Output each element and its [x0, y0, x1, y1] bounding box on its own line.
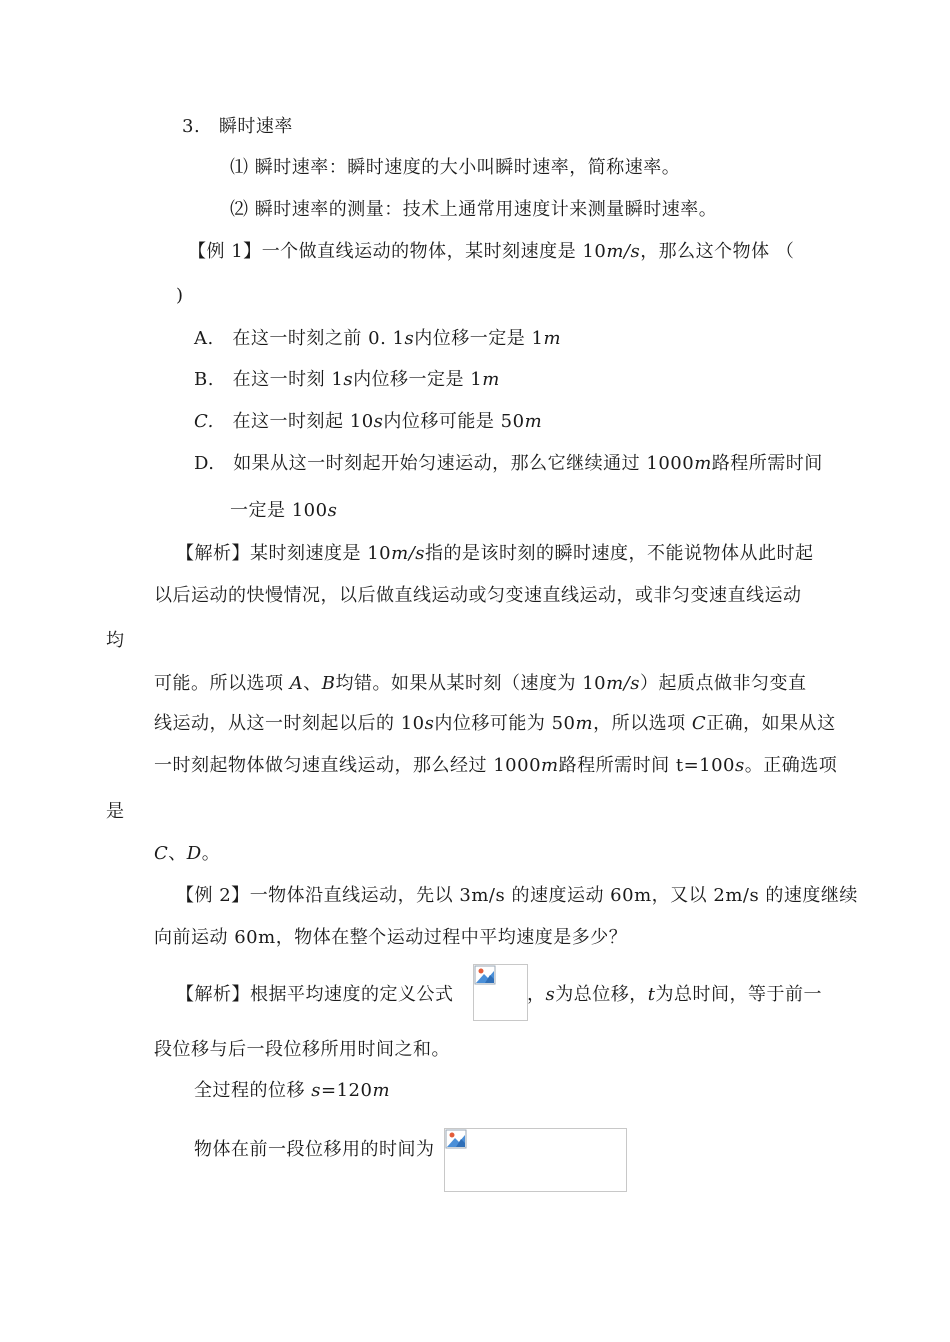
var-t: t: [647, 984, 656, 1005]
broken-image-icon: [445, 1129, 467, 1149]
option-text: 内位移可能是 50: [383, 411, 525, 432]
unit: s: [424, 713, 435, 734]
option-letter: C.: [194, 411, 214, 432]
section-heading: [182, 114, 293, 140]
option-ref: A: [289, 673, 304, 694]
option-d-cont: [230, 498, 337, 524]
analysis2-line2: 段位移与后一段位移所用时间之和。: [154, 1039, 450, 1060]
option-d: [194, 451, 823, 477]
analysis1-line2: 以后运动的快慢情况，以后做直线运动或匀变速直线运动，或非匀变速直线运动: [154, 585, 802, 606]
option-ref: C: [691, 713, 707, 734]
option-unit: m: [524, 411, 543, 432]
paragraph-instant-rate: ⑴ 瞬时速率：瞬时速度的大小叫瞬时速率，简称速率。: [230, 157, 681, 178]
unit: m: [541, 755, 559, 776]
paragraph-rate-measure: ⑵ 瞬时速率的测量：技术上通常用速度计来测量瞬时速率。: [230, 199, 718, 220]
text: 。正确选项: [744, 755, 838, 776]
option-unit: s: [327, 500, 338, 521]
option-text: 在这一时刻起 10: [232, 411, 374, 432]
analysis2-line4: 物体在前一段位移用的时间为: [194, 1139, 435, 1160]
formula-image: [473, 964, 528, 1021]
analysis-label: 【解析】: [176, 543, 250, 564]
text: =120: [320, 1080, 373, 1101]
text: 全过程的位移: [194, 1080, 312, 1101]
text: ）起质点做非匀变直: [639, 673, 807, 694]
option-ref: C: [154, 843, 169, 864]
example2-line1: [176, 883, 858, 909]
option-unit: s: [404, 328, 415, 349]
analysis1-line8: [154, 841, 220, 867]
option-text: 路程所需时间: [711, 453, 823, 474]
option-c: [194, 409, 542, 435]
unit-ms: m/s: [606, 673, 640, 694]
unit: m: [575, 713, 594, 734]
option-letter: A.: [194, 328, 214, 349]
text: 为总位移，: [555, 984, 648, 1005]
analysis1-line5: [154, 711, 836, 737]
text: 。: [201, 843, 221, 864]
text: ，所以选项: [593, 713, 692, 734]
text: 为总时间，等于前一: [655, 984, 822, 1005]
option-unit: s: [343, 369, 354, 390]
option-text: 在这一时刻 1: [232, 369, 344, 390]
option-ref: D: [186, 843, 202, 864]
text: 一时刻起物体做匀速直线运动，那么经过 1000: [154, 755, 542, 776]
text: 内位移可能为 50: [434, 713, 576, 734]
heading-number: 3.: [182, 116, 201, 137]
analysis2-line1a: [176, 982, 454, 1008]
option-text: . 1: [380, 328, 405, 349]
analysis1-line7: 是: [106, 801, 125, 822]
text: 、: [303, 673, 322, 694]
example1-text-a: 一个做直线运动的物体，某时刻速度是 10: [261, 241, 607, 262]
text: 均错。如果从某时刻（速度为 10: [335, 673, 607, 694]
analysis1-line4: [154, 671, 806, 697]
option-unit: s: [373, 411, 384, 432]
option-text: 如果从这一时刻起开始匀速运动，那么它继续通过 1000: [233, 453, 695, 474]
example1-question-end: ): [176, 285, 184, 306]
text: 路程所需时间 t=100: [558, 755, 736, 776]
heading-text: 瞬时速率: [218, 116, 293, 137]
example2-label: 【例 2】: [176, 885, 250, 906]
var-s: s: [545, 984, 556, 1005]
example1-text-b: ，那么这个物体 （: [640, 241, 795, 262]
option-text: 内位移一定是 1: [414, 328, 544, 349]
option-ref: B: [321, 673, 336, 694]
analysis1-line6: [154, 753, 837, 779]
text: 指的是该时刻的瞬时速度，不能说物体从此时起: [425, 543, 814, 564]
broken-image-icon: [474, 965, 496, 985]
text: 可能。所以选项: [154, 673, 290, 694]
text: 正确，如果从这: [706, 713, 836, 734]
analysis2-line1b: [527, 982, 822, 1008]
option-text: 一定是 100: [230, 500, 328, 521]
unit: s: [735, 755, 745, 776]
example1-question: [188, 239, 794, 265]
analysis1-line3: 均: [106, 630, 125, 651]
text: ，: [527, 984, 546, 1005]
text: 某时刻速度是 10: [250, 543, 392, 564]
analysis-label: 【解析】: [176, 984, 250, 1005]
unit-ms: m/s: [606, 241, 641, 262]
option-letter: D.: [194, 453, 215, 474]
option-b: [194, 367, 500, 393]
option-unit: m: [543, 328, 562, 349]
option-text: 在这一时刻之前 0: [232, 328, 381, 349]
analysis1-line1: [176, 541, 814, 567]
text: 线运动，从这一时刻起以后的 10: [154, 713, 425, 734]
text: 一物体沿直线运动，先以 3m/s 的速度运动 60m，又以 2m/s 的速度继续: [249, 885, 858, 906]
text: 、: [168, 843, 187, 864]
analysis2-line3: [194, 1078, 390, 1104]
option-text: 内位移一定是 1: [353, 369, 483, 390]
unit-ms: m/s: [391, 543, 426, 564]
formula-image: [444, 1128, 627, 1192]
option-letter: B.: [194, 369, 214, 390]
unit: m: [372, 1080, 391, 1101]
option-a: [194, 326, 561, 352]
example2-line2: 向前运动 60m，物体在整个运动过程中平均速度是多少？: [154, 927, 628, 948]
var-s: s: [311, 1080, 321, 1101]
option-unit: m: [694, 453, 712, 474]
example1-label: 【例 1】: [188, 241, 262, 262]
text: 根据平均速度的定义公式: [250, 984, 454, 1005]
option-unit: m: [482, 369, 500, 390]
